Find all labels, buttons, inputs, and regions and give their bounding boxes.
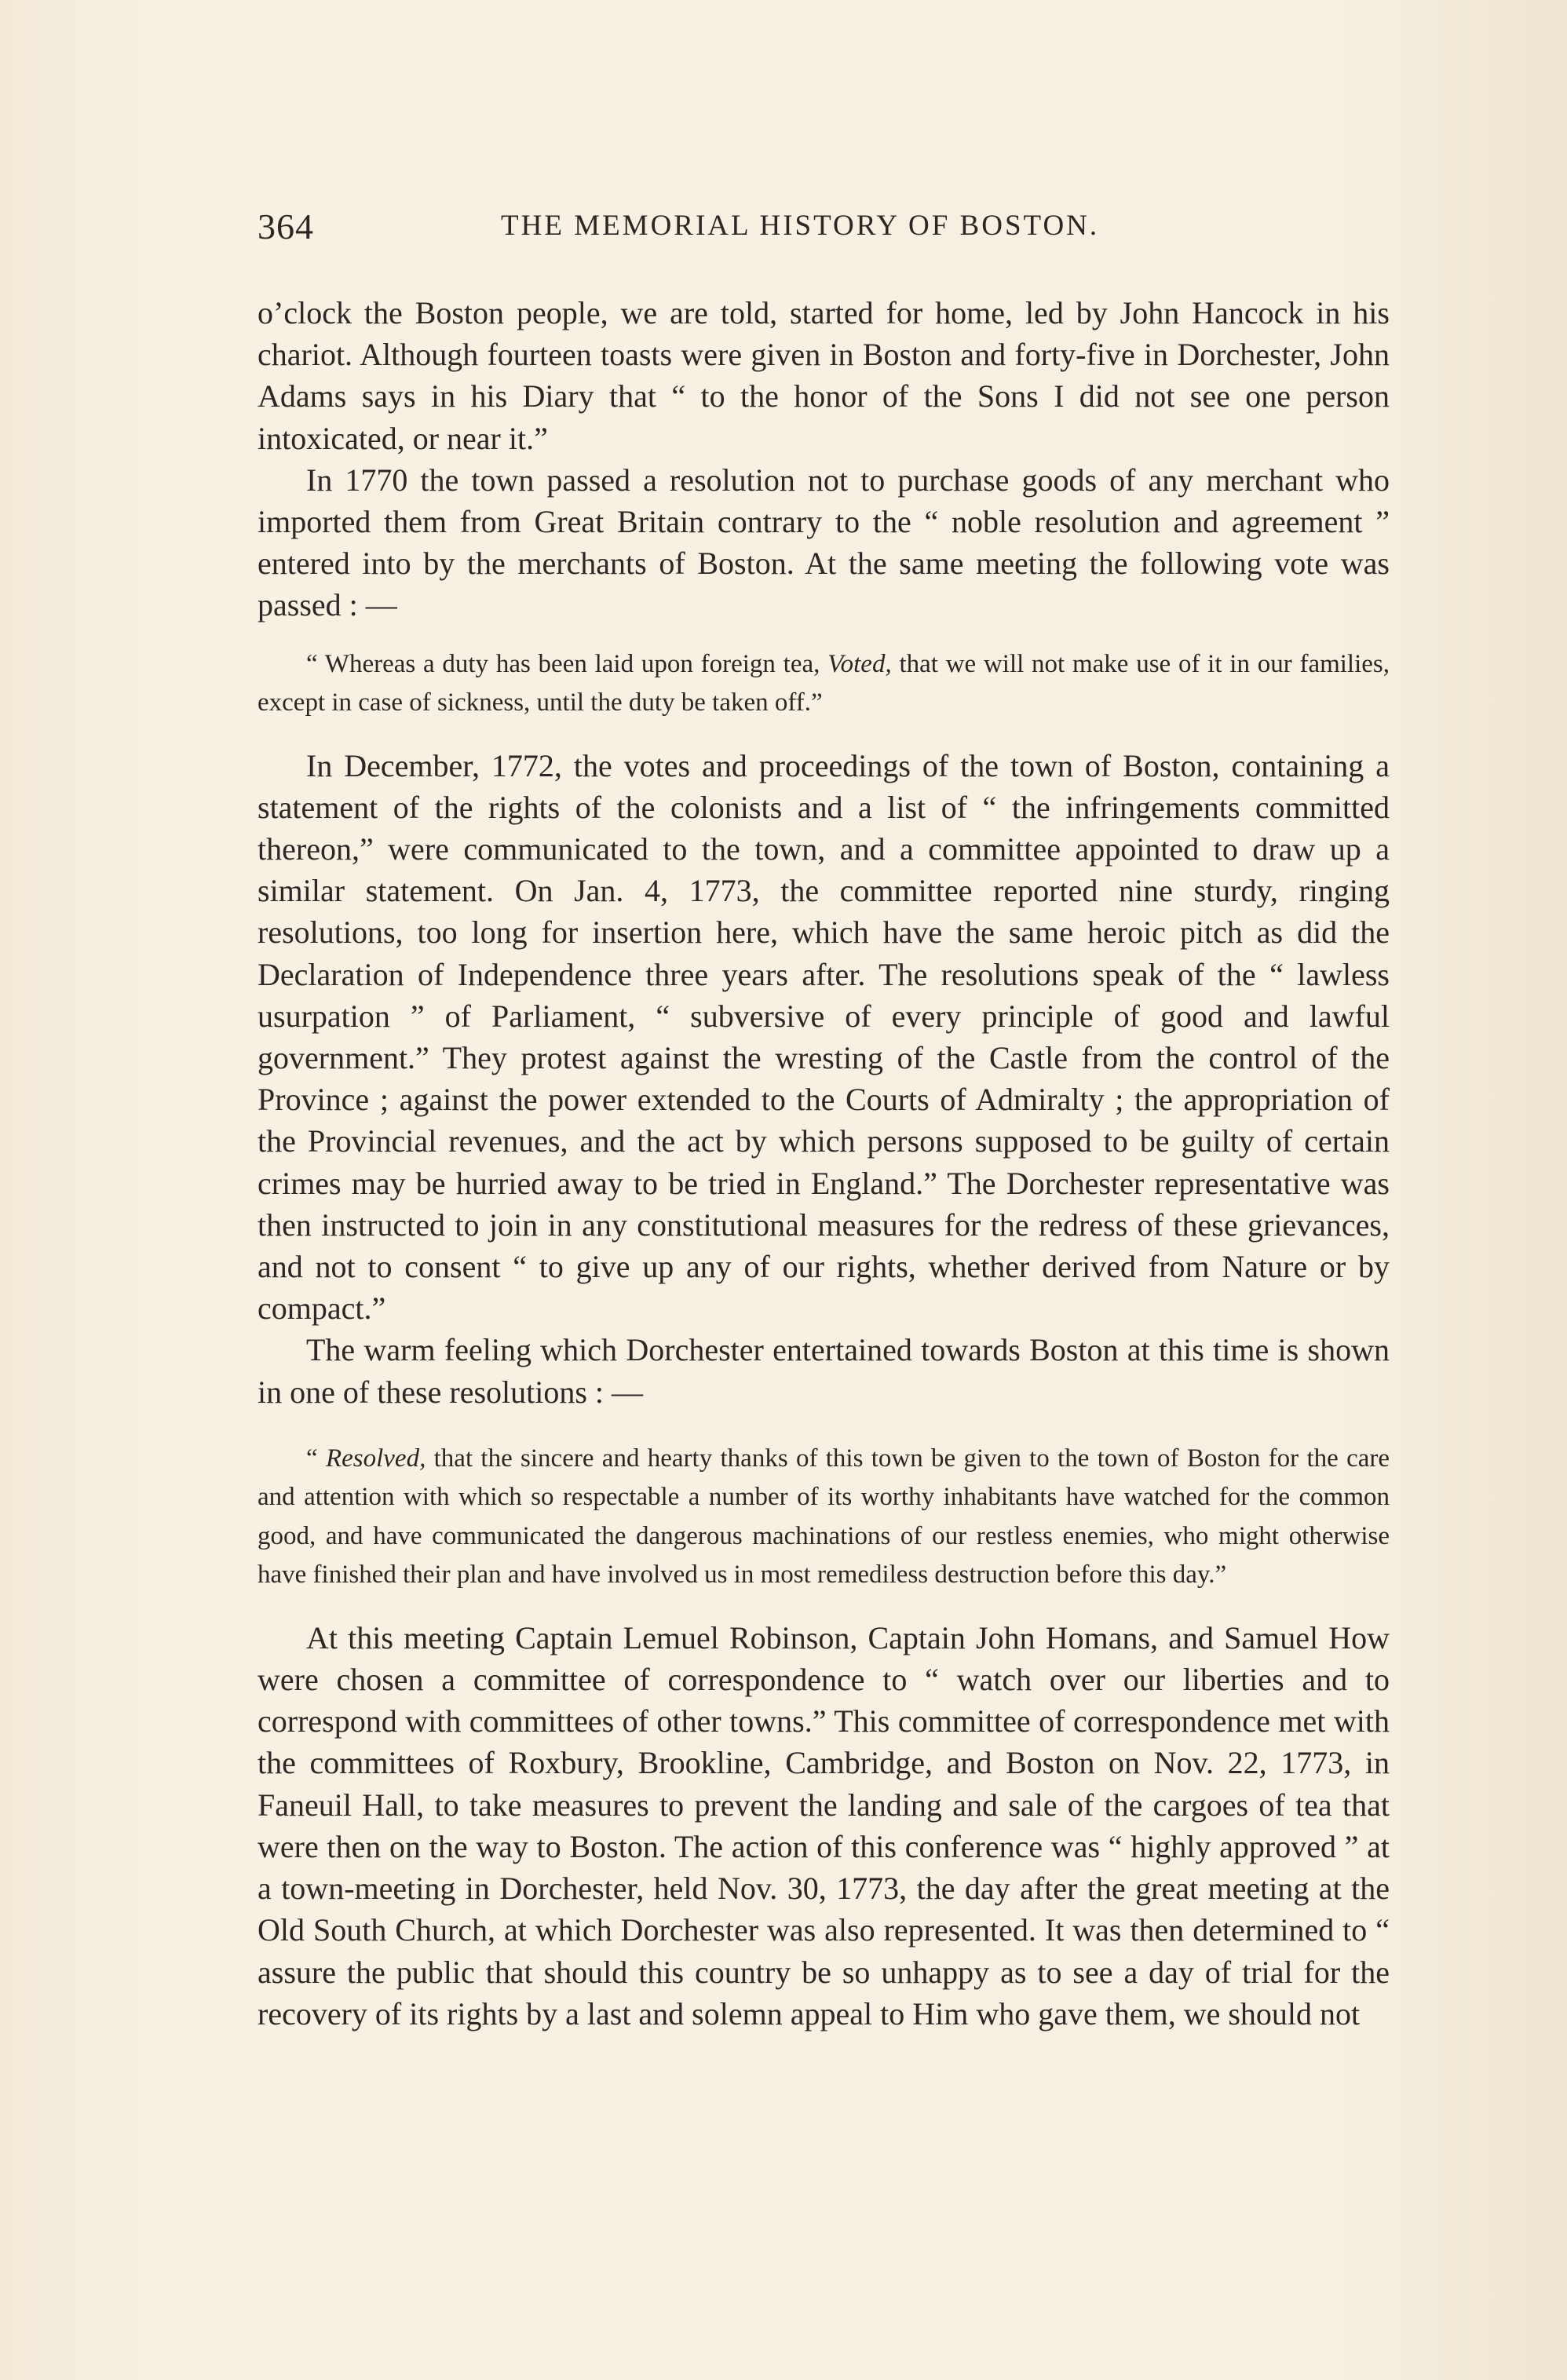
quote-1-italic: Voted, xyxy=(827,649,892,678)
paragraph-5: At this meeting Captain Lemuel Robinson, Captain John Homans, and Samuel How were chosen a committee of correspondence to “ watch over our liberties and to correspond with committees of other towns.” This committee of correspondence met with the committees of Roxbury, Brookline, Cambridge, and Boston on Nov. 22, 1773, in Faneuil Hall, to take measures to prevent the landing and sale of the cargoes of tea that were then on the way to Boston. The action of this conference was “ highly approved ” at a town-meeting in Dorchester, held Nov. 30, 1773, the day after the great meeting at the Old South Church, at which Dorchester was also represented. It was then determined to “ assure the public that should this country be so unhappy as to see a day of trial for the recovery of its rights by a last and solemn appeal to Him who gave them, we should not xyxy=(258,1619,1390,2031)
block-quote-2 xyxy=(258,1440,1390,1595)
quote-2-italic: Resolved, xyxy=(325,1444,426,1473)
quote-1-before: “ Whereas a duty has been laid upon foreign tea, xyxy=(306,649,828,678)
paragraph-1: o’clock the Boston people, we are told, started for home, led by John Hancock in his chariot. Although fourteen toasts were given in Boston and forty-five in Dorchester, John Adams says in his Diary that “ to the honor of the Sons I did not see one person intoxicated, or near it.” xyxy=(258,295,1390,456)
page-number: 364 xyxy=(258,206,314,246)
running-head xyxy=(258,206,1390,253)
paragraph-4: The warm feeling which Dorchester entertained towards Boston at this time is shown in one of these resolutions : — xyxy=(258,1332,1390,1410)
block-quote-1 xyxy=(258,645,1390,723)
quote-2-before: “ xyxy=(306,1444,326,1473)
paragraph-2: In 1770 the town passed a resolution not to purchase goods of any merchant who imported them from Great Britain contrary to the “ noble resolution and agreement ” entered into by the merchants of Boston. At the same meeting the following vote was passed : — xyxy=(258,462,1390,623)
body-text xyxy=(258,292,1390,2035)
paragraph-3: In December, 1772, the votes and proceedings of the town of Boston, containing a statement of the rights of the colonists and a list of “ the infringements committed thereon,” were communicated to the town, and a committee appointed to draw up a similar statement. On Jan. 4, 1773, the committee reported nine sturdy, ringing resolutions, too long for insertion here, which have the same heroic pitch as did the Declaration of Independence three years after. The resolutions speak of the “ lawless usurpation ” of Parliament, “ subversive of every principle of good and lawful government.” They protest against the wresting of the Castle from the control of the Province ; against the power extended to the Courts of Admiralty ; the appropriation of the Provincial revenues, and the act by which persons supposed to be guilty of certain crimes may be hurried away to be tried in England.” The Dorchester representative was then instructed to join in any constitutional measures for the redress of these grievances, and not to consent “ to give up any of our rights, whether derived from Nature or by compact.” xyxy=(258,747,1390,1327)
running-title: THE MEMORIAL HISTORY OF BOSTON. xyxy=(501,210,1100,242)
quote-2-after: that the sincere and hearty thanks of this town be given to the town of Boston for the care and attention with which so respectable a number of its worthy inhabitants have watched for the common good, and have communicated the dangerous machinations of our restless enemies, who might otherwise have finished their plan and have involved us in most remediless destruction before this day.” xyxy=(258,1444,1390,1590)
quote-1-after: that we will not make use of it in our families, except in case of sickness, until the duty be taken off.” xyxy=(258,649,1390,717)
